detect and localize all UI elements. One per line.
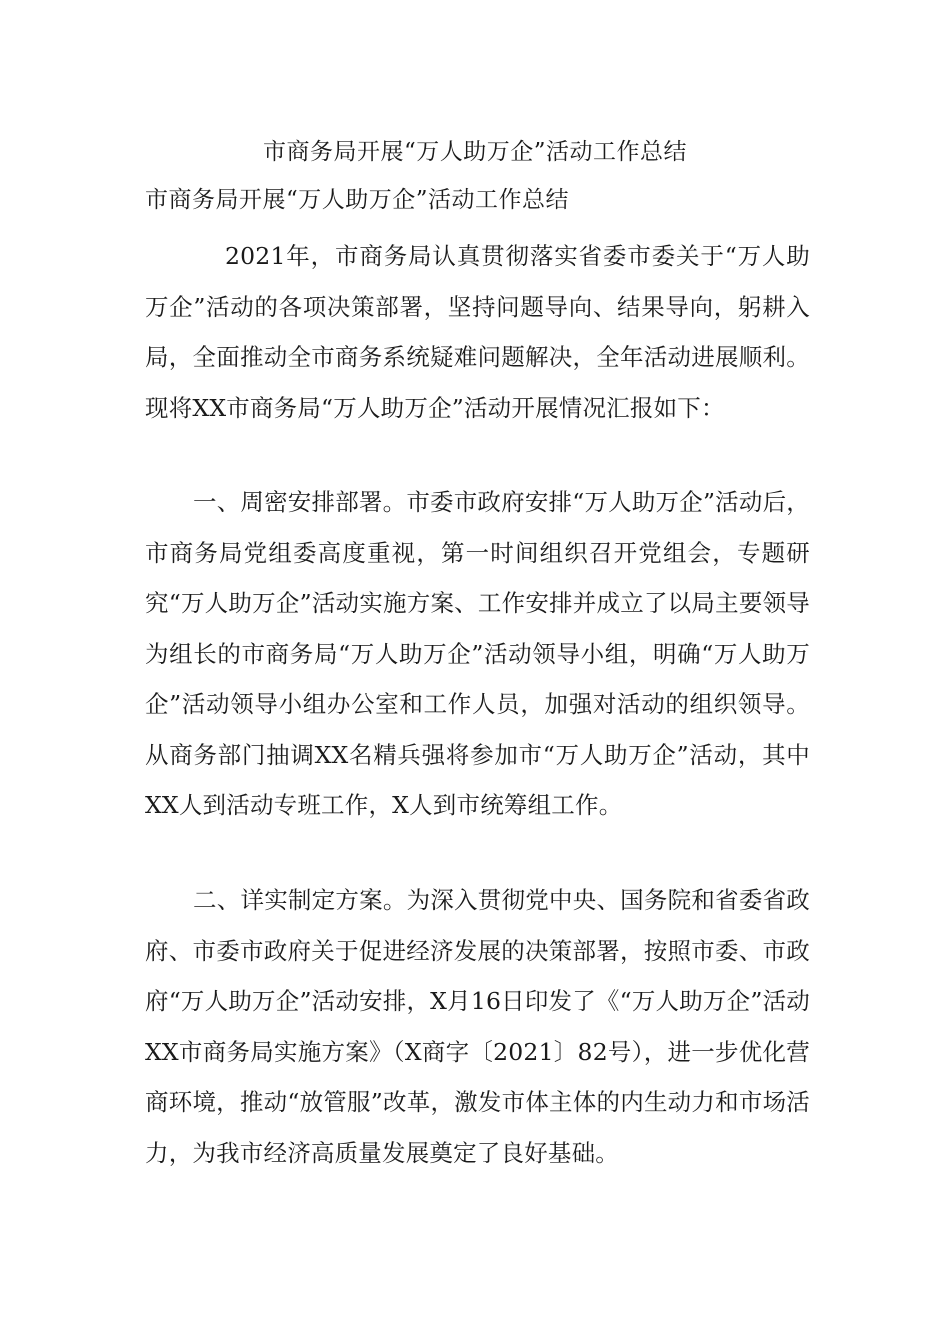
paragraph-section-1: 一、周密安排部署。市委市政府安排“万人助万企”活动后，市商务局党组委高度重视，第一时间组织召开党组会，专题研究“万人助万企”活动实施方案、工作安排并成立了以局主要领导为组长的市商务局“万人助万企”活动领导小组，明确“万人助万企”活动领导小组办公室和工作人员，加强对活动的组织领导。从商务部门抽调XX名精兵强将参加市“万人助万企”活动，其中XX人到活动专班工作，X人到市统筹组工作。 [145, 488, 810, 819]
document-subtitle: 市商务局开展“万人助万企”活动工作总结 [145, 187, 570, 213]
paragraph-intro: 2021年，市商务局认真贯彻落实省委市委关于“万人助万企”活动的各项决策部署，坚持问题导向、结果导向，躬耕入局，全面推动全市商务系统疑难问题解决，全年活动进展顺利。现将XX市商务局“万人助万企”活动开展情况汇报如下： [145, 242, 810, 422]
document-title: 市商务局开展“万人助万企”活动工作总结 [262, 139, 688, 165]
paragraph-section-2: 二、详实制定方案。为深入贯彻党中央、国务院和省委省政府、市委市政府关于促进经济发展的决策部署，按照市委、市政府“万人助万企”活动安排，X月16日印发了《“万人助万企”活动XX市商务局实施方案》（X商字〔2021〕82号），进一步优化营商环境，推动“放管服”改革，激发市体主体的内生动力和市场活力，为我市经济高质量发展奠定了良好基础。 [145, 886, 810, 1167]
